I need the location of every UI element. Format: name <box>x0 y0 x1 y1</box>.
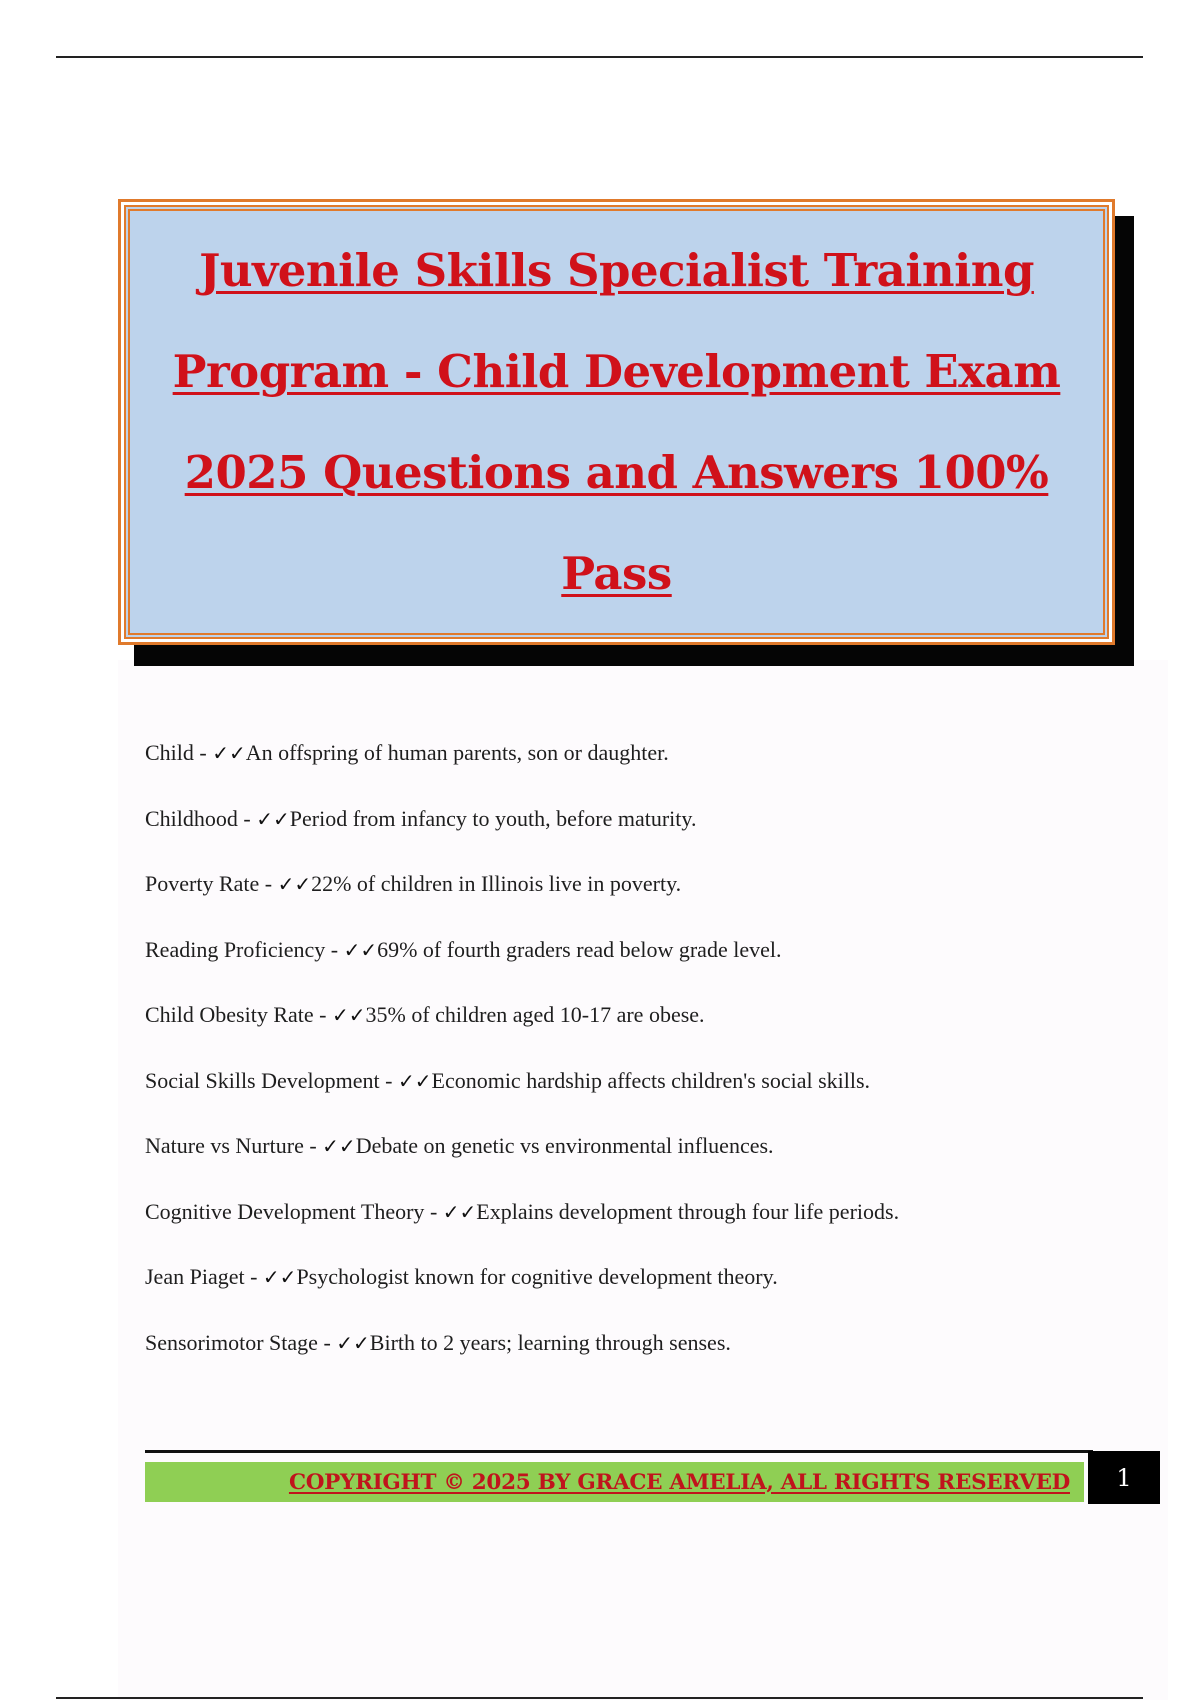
footer-rule <box>145 1450 1093 1453</box>
list-item <box>145 733 1145 799</box>
term-separator: - <box>325 936 344 962</box>
term-definition: Birth to 2 years; learning through senses. <box>369 1329 731 1355</box>
double-check-icon: ✓✓ <box>331 1003 366 1027</box>
list-item <box>145 799 1145 865</box>
double-check-icon: ✓✓ <box>397 1068 432 1093</box>
document-title: Juvenile Skills Specialist Training Program - Child Development Exam 2025 Questions and Answers 100% Pass <box>172 244 1061 600</box>
term-separator: - <box>424 1198 443 1224</box>
list-item <box>145 1323 1145 1389</box>
term-name: Childhood <box>145 805 238 831</box>
term-definition: 22% of children in Illinois live in poverty. <box>311 871 682 896</box>
term-definition: An offspring of human parents, son or daughter. <box>245 740 669 765</box>
term-definition: Period from infancy to youth, before maturity. <box>289 805 697 831</box>
term-name: Cognitive Development Theory <box>145 1198 425 1224</box>
double-check-icon: ✓✓ <box>336 1330 370 1355</box>
page-number: 1 <box>1088 1451 1160 1504</box>
terms-list <box>145 733 1145 1388</box>
term-separator: - <box>317 1329 337 1355</box>
double-check-icon: ✓✓ <box>256 806 290 831</box>
term-definition: 35% of children aged 10-17 are obese. <box>365 1002 705 1027</box>
double-check-icon: ✓✓ <box>212 741 246 765</box>
copyright-notice: COPYRIGHT © 2025 BY GRACE AMELIA, ALL RIGHTS RESERVED <box>288 1469 1070 1495</box>
term-definition: Economic hardship affects children's social skills. <box>431 1067 871 1093</box>
term-separator: - <box>237 805 257 831</box>
double-check-icon: ✓✓ <box>442 1199 477 1224</box>
term-definition: Debate on genetic vs environmental influences. <box>355 1133 774 1158</box>
term-name: Child Obesity Rate <box>145 1002 314 1027</box>
list-item <box>145 864 1145 930</box>
term-name: Nature vs Nurture <box>145 1133 304 1158</box>
bottom-rule <box>56 1697 1143 1699</box>
term-separator: - <box>244 1264 263 1289</box>
top-rule <box>56 56 1143 58</box>
term-name: Social Skills Development <box>145 1067 380 1093</box>
term-separator: - <box>193 740 213 765</box>
list-item <box>145 1061 1145 1127</box>
term-name: Jean Piaget <box>145 1264 245 1289</box>
term-separator: - <box>259 871 278 896</box>
term-separator: - <box>303 1133 323 1158</box>
term-definition: Explains development through four life periods. <box>476 1198 900 1224</box>
term-name: Poverty Rate <box>145 871 260 896</box>
title-box <box>118 199 1115 645</box>
term-separator: - <box>313 1002 332 1027</box>
list-item <box>145 930 1145 996</box>
term-definition: 69% of fourth graders read below grade level. <box>377 936 782 962</box>
list-item <box>145 1257 1145 1323</box>
double-check-icon: ✓✓ <box>343 937 378 962</box>
term-separator: - <box>379 1067 398 1093</box>
title-box-inner <box>124 205 1109 639</box>
double-check-icon: ✓✓ <box>277 872 312 896</box>
double-check-icon: ✓✓ <box>262 1265 297 1289</box>
term-name: Child <box>145 740 194 765</box>
list-item <box>145 1192 1145 1258</box>
list-item <box>145 1126 1145 1192</box>
term-name: Reading Proficiency <box>145 936 326 962</box>
footer-bar <box>145 1462 1084 1502</box>
double-check-icon: ✓✓ <box>322 1134 356 1158</box>
term-name: Sensorimotor Stage <box>145 1329 318 1355</box>
term-definition: Psychologist known for cognitive development theory. <box>296 1264 778 1289</box>
list-item <box>145 995 1145 1061</box>
